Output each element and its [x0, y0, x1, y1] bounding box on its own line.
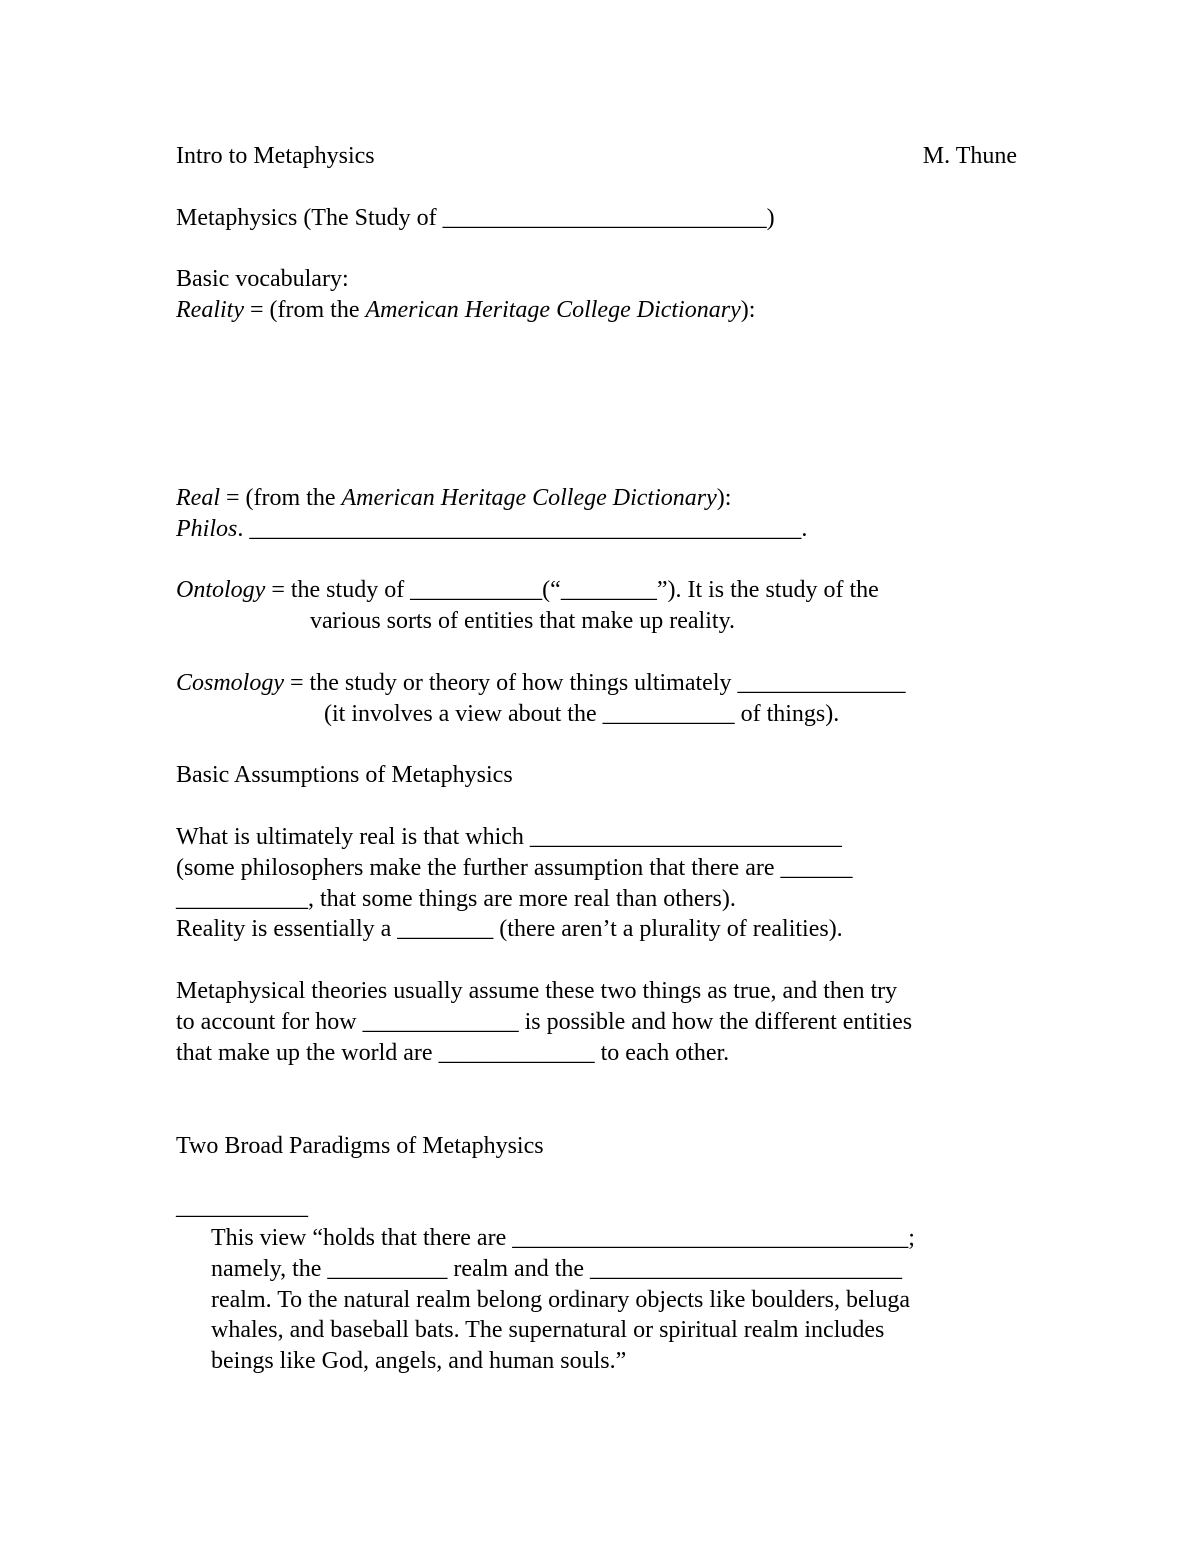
cosmology-rest: = the study or theory of how things ultimately ______________	[284, 670, 906, 696]
ontology-continuation: various sorts of entities that make up reality.	[310, 608, 736, 634]
view-line-5: beings like God, angels, and human souls.”	[211, 1348, 627, 1374]
theories-line-3: that make up the world are _____________ to each other.	[176, 1040, 730, 1066]
theories-line-1: Metaphysical theories usually assume these two things as true, and then try	[176, 978, 898, 1004]
view-line-1: This view “holds that there are _________________________________;	[211, 1225, 915, 1251]
ontology-rest: = the study of ___________(“________”). It is the study of the	[265, 577, 879, 603]
assumption-line-1: What is ultimately real is that which __________________________	[176, 824, 842, 850]
assumption-line-4: Reality is essentially a ________ (there aren’t a plurality of realities).	[176, 916, 843, 942]
document-title: Intro to Metaphysics	[176, 143, 375, 169]
view-line-2: namely, the __________ realm and the __________________________	[211, 1256, 903, 1282]
real-mid: = (from the	[219, 485, 342, 511]
cosmology-continuation: (it involves a view about the ___________ of things).	[324, 701, 840, 727]
paradigm-name-blank: ___________	[176, 1194, 308, 1220]
author-name: M. Thune	[922, 143, 1017, 169]
basic-vocabulary-heading: Basic vocabulary:	[176, 266, 349, 292]
reality-definition-line	[176, 295, 755, 326]
reality-term: Reality	[176, 297, 244, 323]
dictionary-name: American Heritage College Dictionary	[341, 485, 717, 511]
philos-line	[176, 514, 807, 545]
cosmology-term: Cosmology	[176, 670, 284, 696]
reality-end: ):	[740, 297, 756, 323]
reality-mid: = (from the	[243, 297, 366, 323]
ontology-term: Ontology	[176, 577, 266, 603]
real-term: Real	[176, 485, 220, 511]
real-end: ):	[716, 485, 732, 511]
ontology-line	[176, 575, 879, 606]
view-line-3: realm. To the natural realm belong ordinary objects like boulders, beluga	[211, 1287, 910, 1313]
paradigms-heading: Two Broad Paradigms of Metaphysics	[176, 1133, 544, 1159]
dictionary-name: American Heritage College Dictionary	[365, 297, 741, 323]
philos-rest: . ______________________________________________.	[237, 516, 808, 542]
real-definition-line	[176, 483, 731, 514]
theories-line-2: to account for how _____________ is possible and how the different entities	[176, 1009, 913, 1035]
assumption-line-3: ___________, that some things are more real than others).	[176, 886, 736, 912]
cosmology-line	[176, 668, 905, 699]
assumptions-heading: Basic Assumptions of Metaphysics	[176, 762, 513, 788]
assumption-line-2: (some philosophers make the further assumption that there are ______	[176, 855, 853, 881]
metaphysics-definition-line: Metaphysics (The Study of ___________________________)	[176, 205, 775, 231]
philos-term: Philos	[176, 516, 238, 542]
view-line-4: whales, and baseball bats. The supernatural or spiritual realm includes	[211, 1317, 885, 1343]
